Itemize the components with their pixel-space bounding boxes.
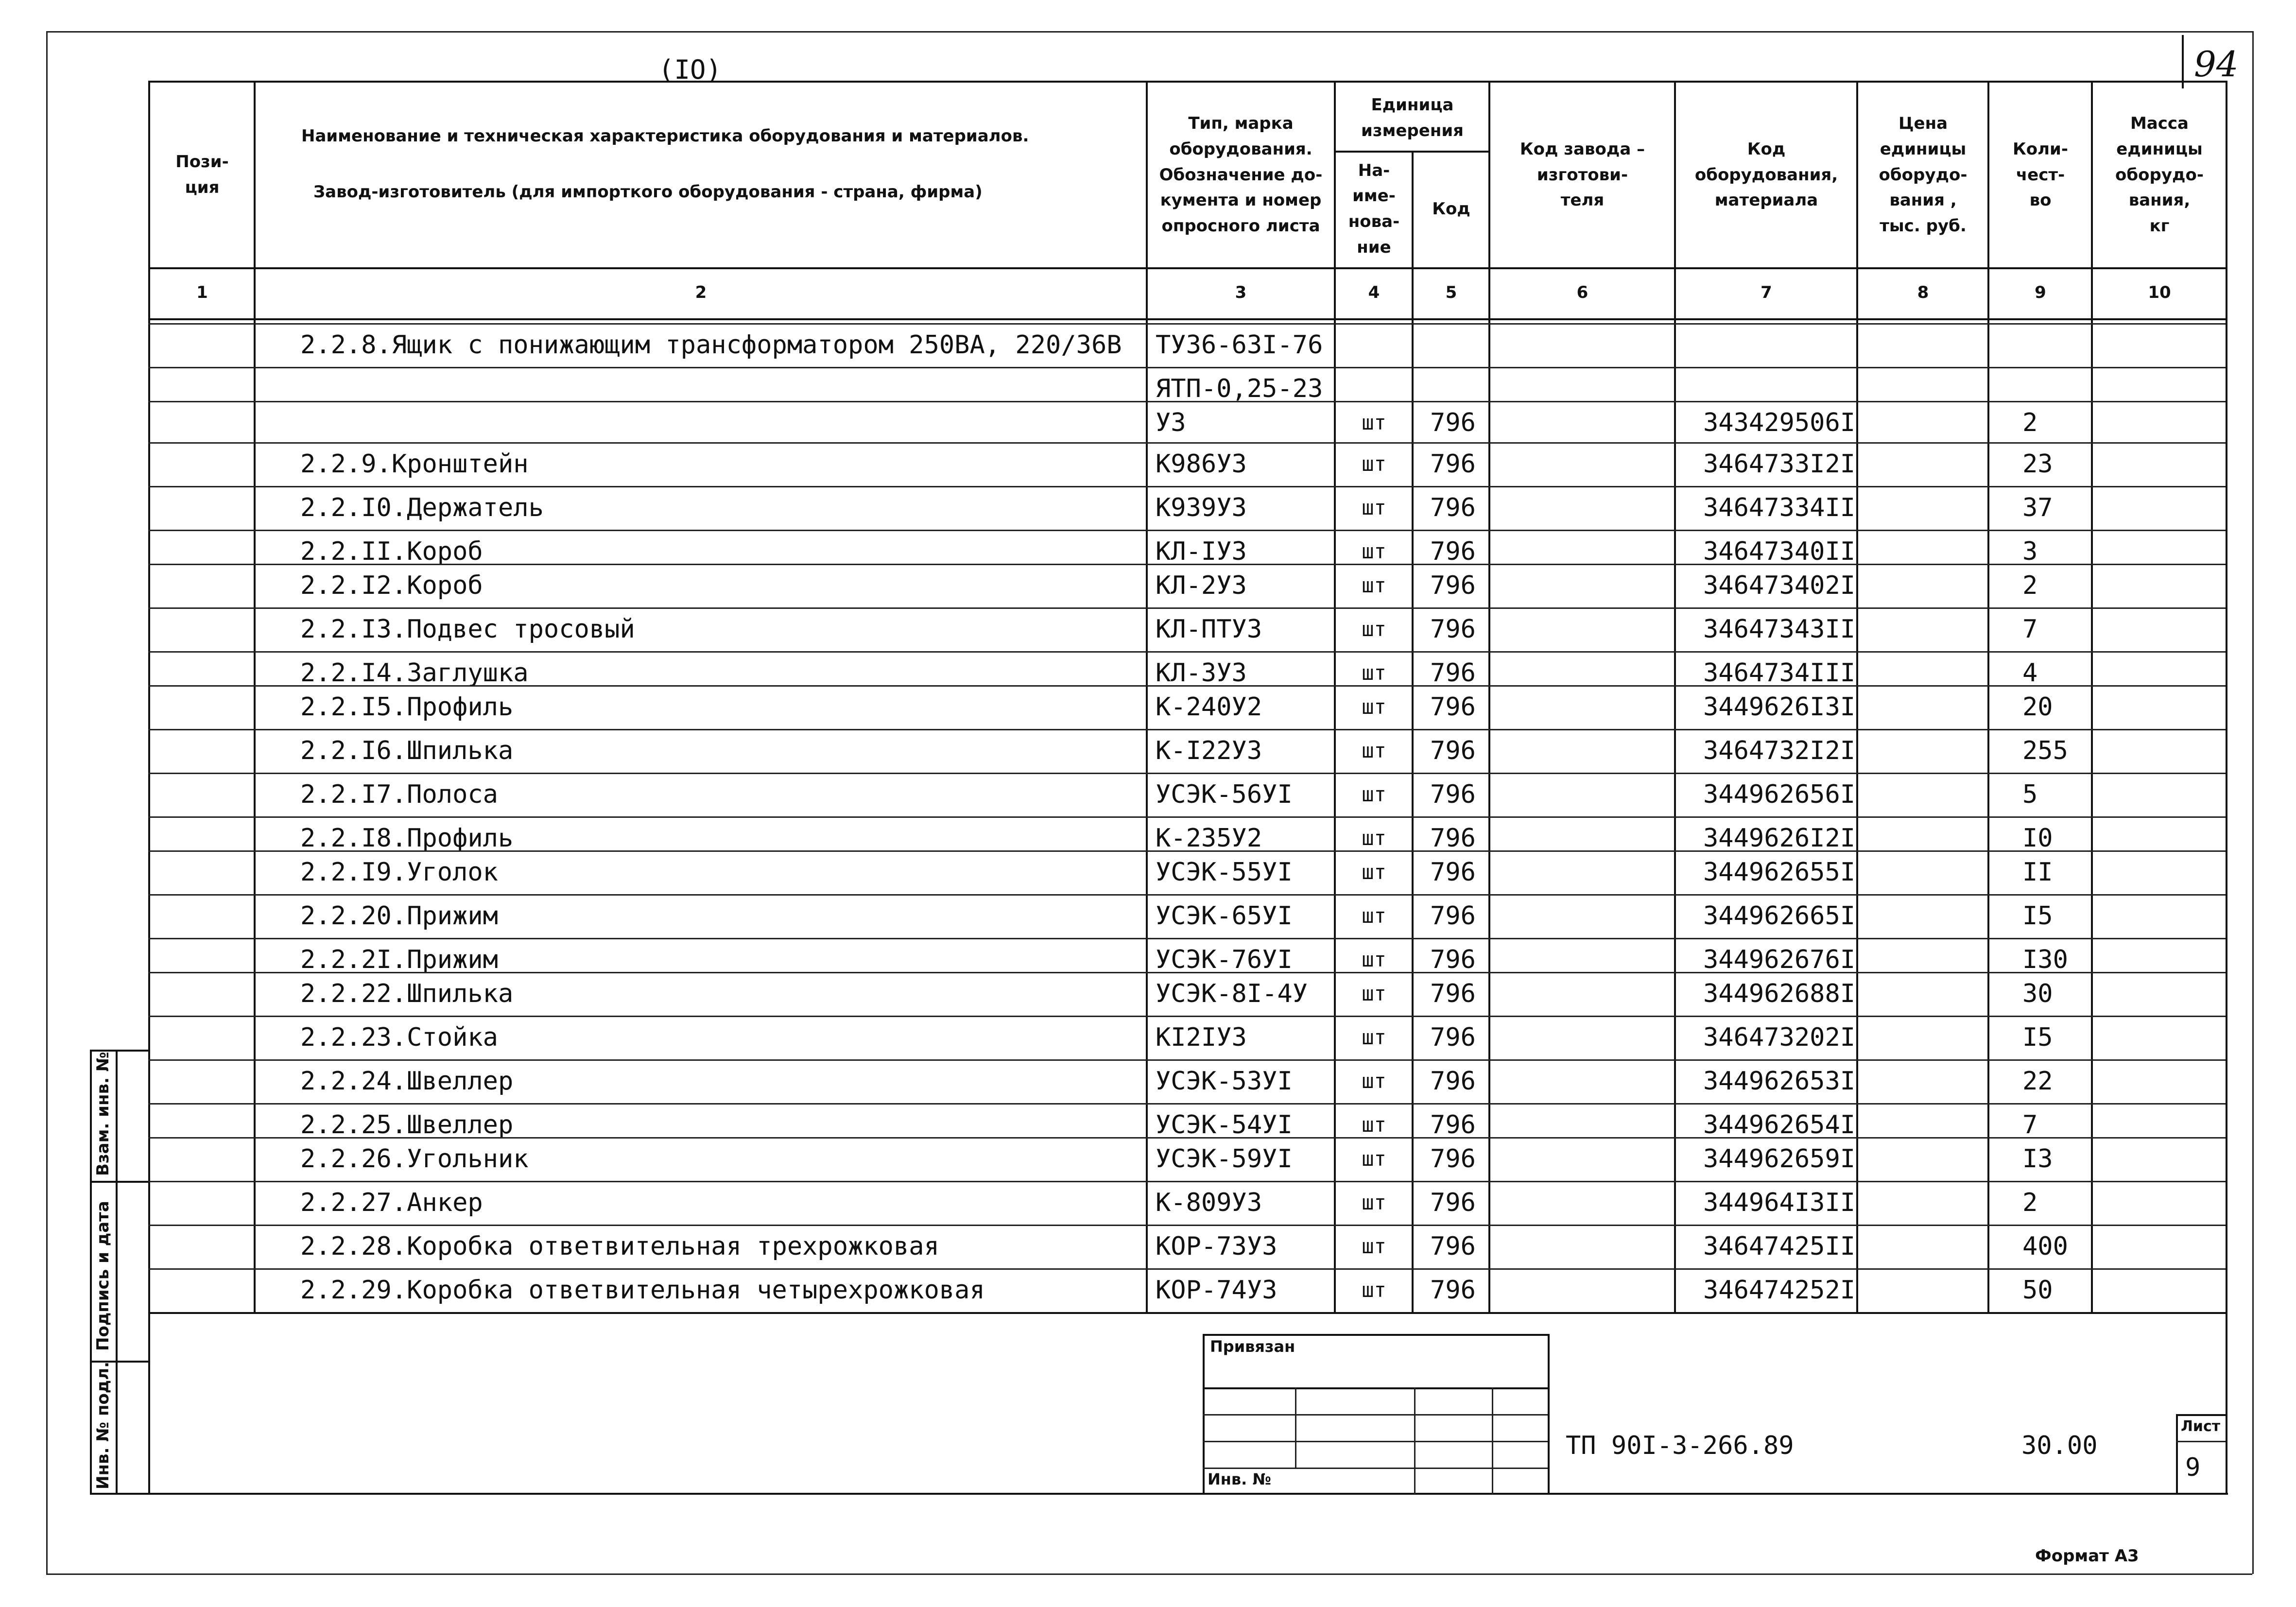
row-type: КЛ-3У3 xyxy=(1156,658,1247,688)
row-equipment-code: 346473202I xyxy=(1703,1023,1856,1052)
row-quantity: 7 xyxy=(2022,615,2038,644)
row-unit: шт xyxy=(1362,948,1386,971)
row-equipment-code: 344962654I xyxy=(1703,1110,1856,1140)
header-unit-name: На- име- нова- ние xyxy=(1348,160,1400,257)
row-name: 2.2.29.Коробка ответвительная четырехрожковая xyxy=(300,1276,985,1305)
header-equipment-code: Код оборудования, материала xyxy=(1694,139,1838,210)
row-unit: шт xyxy=(1362,617,1386,641)
stamp-top xyxy=(1203,1334,1548,1336)
row-unit-code: 796 xyxy=(1430,780,1476,809)
row-unit-code: 796 xyxy=(1430,945,1476,974)
stamp-row-4 xyxy=(1203,1468,1548,1469)
row-separator xyxy=(148,486,2226,487)
row-name: 2.2.II.Короб xyxy=(300,537,483,566)
row-quantity: 30 xyxy=(2022,979,2053,1008)
row-separator xyxy=(148,442,2226,444)
row-unit xyxy=(1351,323,1397,367)
row-separator xyxy=(148,972,2226,973)
table-row xyxy=(0,1137,2296,1181)
table-row xyxy=(0,323,2296,367)
row-separator xyxy=(148,729,2226,730)
format-label: Формат А3 xyxy=(2035,1546,2139,1566)
row-type: К986У3 xyxy=(1156,449,1247,479)
row-quantity: I5 xyxy=(2022,1023,2053,1052)
row-name: 2.2.I6.Шпилька xyxy=(300,736,514,765)
table-row xyxy=(0,1059,2296,1103)
row-separator xyxy=(148,1181,2226,1182)
table-row xyxy=(0,607,2296,651)
row-name: 2.2.I5.Профиль xyxy=(300,692,514,722)
row-unit: шт xyxy=(1362,782,1386,806)
table-row xyxy=(0,1225,2296,1268)
sheet-number-handwritten: 94 xyxy=(2194,44,2239,85)
row-equipment-code: 34647340II xyxy=(1703,537,1856,566)
column-number-2: 2 xyxy=(695,283,707,302)
column-number-3: 3 xyxy=(1235,283,1247,302)
row-separator xyxy=(148,564,2226,565)
row-equipment-code: 344962655I xyxy=(1703,858,1856,887)
row-unit: шт xyxy=(1362,1025,1386,1049)
table-row xyxy=(0,1268,2296,1312)
row-unit-code: 796 xyxy=(1430,858,1476,887)
row-equipment-code: 3464733I2I xyxy=(1703,449,1856,479)
row-name: 2.2.I8.Профиль xyxy=(300,824,514,853)
stamp-col-3 xyxy=(1492,1387,1493,1494)
row-quantity: 37 xyxy=(2022,493,2053,522)
row-name: 2.2.2I.Прижим xyxy=(300,945,498,974)
stamp-row-1 xyxy=(1203,1387,1548,1389)
row-type: УСЭК-53УI xyxy=(1156,1067,1293,1096)
row-separator xyxy=(148,1225,2226,1226)
header-quantity: Коли- чест- во xyxy=(2013,139,2068,210)
row-unit-code: 796 xyxy=(1430,901,1476,931)
row-quantity: 4 xyxy=(2022,658,2038,688)
row-type: УСЭК-65УI xyxy=(1156,901,1293,931)
row-unit: шт xyxy=(1362,1191,1386,1214)
row-equipment-code: 3464734III xyxy=(1703,658,1856,688)
margin-divider-1 xyxy=(90,1181,148,1183)
sheet-box-left xyxy=(2176,1414,2178,1494)
row-separator xyxy=(148,773,2226,774)
row-unit-code: 796 xyxy=(1430,824,1476,853)
row-name: 2.2.25.Швеллер xyxy=(300,1110,514,1140)
header-name-line2: Завод-изготовитель (для импорткого оборудования - страна, фирма) xyxy=(313,182,983,202)
row-name: 2.2.23.Стойка xyxy=(300,1023,498,1052)
table-row xyxy=(0,564,2296,607)
row-unit: шт xyxy=(1362,695,1386,719)
row-quantity: I5 xyxy=(2022,901,2053,931)
row-equipment-code: 344962676I xyxy=(1703,945,1856,974)
row-separator xyxy=(148,685,2226,687)
row-separator xyxy=(148,850,2226,852)
row-quantity: I30 xyxy=(2022,945,2068,974)
row-equipment-code: 344964I3II xyxy=(1703,1188,1856,1217)
row-equipment-code: 346474252I xyxy=(1703,1276,1856,1305)
row-type: К-809У3 xyxy=(1156,1188,1262,1217)
row-unit: шт xyxy=(1362,496,1386,519)
table-row xyxy=(0,442,2296,486)
row-quantity: 50 xyxy=(2022,1276,2053,1305)
row-equipment-code: 34647343II xyxy=(1703,615,1856,644)
header-mass: Масса единицы оборудо- вания, кг xyxy=(2115,114,2204,236)
row-equipment-code: 3449626I2I xyxy=(1703,824,1856,853)
column-number-8: 8 xyxy=(1917,283,1929,302)
row-quantity: 2 xyxy=(2022,408,2038,437)
row-unit: шт xyxy=(1362,904,1386,928)
row-separator xyxy=(148,938,2226,939)
margin-label-inv-podl: Инв. № подл. xyxy=(93,1361,113,1489)
row-unit: шт xyxy=(1362,860,1386,884)
row-unit-code: 796 xyxy=(1430,1276,1476,1305)
row-unit: шт xyxy=(1362,661,1386,685)
row-unit: шт xyxy=(1362,1234,1386,1258)
row-equipment-code: 344962688I xyxy=(1703,979,1856,1008)
header-unit-code: Код xyxy=(1432,199,1470,219)
row-separator xyxy=(148,1016,2226,1017)
row-separator xyxy=(148,1059,2226,1061)
row-unit-code: 796 xyxy=(1430,615,1476,644)
row-separator xyxy=(148,1268,2226,1270)
row-name: 2.2.I0.Держатель xyxy=(300,493,544,522)
row-separator xyxy=(148,530,2226,531)
section-code: 30.00 xyxy=(2021,1431,2098,1460)
row-unit: шт xyxy=(1362,573,1386,597)
row-name: 2.2.I4.Заглушка xyxy=(300,658,529,688)
row-type: К-I22У3 xyxy=(1156,736,1262,765)
row-unit-code: 796 xyxy=(1430,1067,1476,1096)
row-quantity: 255 xyxy=(2022,736,2068,765)
header-position: Пози- ция xyxy=(175,152,229,197)
column-number-9: 9 xyxy=(2035,283,2046,302)
row-quantity: I3 xyxy=(2022,1144,2053,1174)
row-type: КI2IУ3 xyxy=(1156,1023,1247,1052)
row-quantity: II xyxy=(2022,858,2053,887)
stamp-row-2 xyxy=(1203,1414,1548,1416)
row-type: У3 xyxy=(1156,408,1186,437)
row-unit: шт xyxy=(1362,539,1386,563)
table-row xyxy=(0,729,2296,773)
row-quantity: 2 xyxy=(2022,571,2038,600)
row-unit-code: 796 xyxy=(1430,736,1476,765)
table-row xyxy=(0,850,2296,894)
row-type: К939У3 xyxy=(1156,493,1247,522)
row-unit-code: 796 xyxy=(1430,1188,1476,1217)
stamp-col-1 xyxy=(1295,1387,1296,1468)
row-unit: шт xyxy=(1362,452,1386,476)
row-separator xyxy=(148,894,2226,896)
row-separator xyxy=(148,323,2226,325)
row-unit-code: 796 xyxy=(1430,537,1476,566)
table-row xyxy=(0,1016,2296,1059)
row-name: 2.2.8.Ящик с понижающим трансформатором 250ВА, 220/36В xyxy=(300,330,1122,360)
stamp-row-3 xyxy=(1203,1441,1548,1442)
row-type: УСЭК-76УI xyxy=(1156,945,1293,974)
sheet-label: Лист xyxy=(2181,1418,2221,1435)
document-code: ТП 90I-3-266.89 xyxy=(1566,1431,1794,1460)
header-price: Цена единицы оборудо- вания , тыс. руб. xyxy=(1879,114,1968,236)
table-row xyxy=(0,972,2296,1016)
row-unit: шт xyxy=(1362,739,1386,762)
row-equipment-code: 3449626I3I xyxy=(1703,692,1856,722)
page-code: (IO) xyxy=(658,54,722,85)
table-row xyxy=(0,401,2296,445)
row-type: К-240У2 xyxy=(1156,692,1262,722)
row-separator xyxy=(148,816,2226,818)
row-unit: шт xyxy=(1362,826,1386,850)
row-unit: шт xyxy=(1362,1069,1386,1093)
row-unit: шт xyxy=(1362,1147,1386,1171)
row-unit-code: 796 xyxy=(1430,692,1476,722)
row-unit: шт xyxy=(1362,1113,1386,1137)
row-equipment-code: 344962653I xyxy=(1703,1067,1856,1096)
column-number-10: 10 xyxy=(2148,283,2171,302)
column-number-7: 7 xyxy=(1761,283,1772,302)
row-unit-code: 796 xyxy=(1430,449,1476,479)
table-row xyxy=(0,486,2296,530)
row-separator xyxy=(148,1103,2226,1105)
table-row xyxy=(0,894,2296,938)
table-row xyxy=(0,773,2296,816)
row-equipment-code: 346473402I xyxy=(1703,571,1856,600)
row-type: ЯТП-0,25-23 xyxy=(1156,374,1323,403)
row-unit-code xyxy=(1419,323,1487,367)
row-type: К-235У2 xyxy=(1156,824,1262,853)
row-name: 2.2.I7.Полоса xyxy=(300,780,498,809)
sheet-box-divider xyxy=(2176,1441,2226,1442)
row-unit-code: 796 xyxy=(1430,979,1476,1008)
stamp-right xyxy=(1548,1334,1550,1494)
row-unit-code: 796 xyxy=(1430,493,1476,522)
row-name: 2.2.20.Прижим xyxy=(300,901,498,931)
column-number-4: 4 xyxy=(1368,283,1380,302)
row-type: ТУ36-63I-76 xyxy=(1156,330,1323,360)
row-equipment-code: 343429506I xyxy=(1703,408,1856,437)
row-name: 2.2.I2.Короб xyxy=(300,571,483,600)
row-quantity: 22 xyxy=(2022,1067,2053,1096)
row-name: 2.2.27.Анкер xyxy=(300,1188,483,1217)
table-row xyxy=(0,1181,2296,1225)
row-unit: шт xyxy=(1362,982,1386,1005)
row-unit-code: 796 xyxy=(1430,1023,1476,1052)
row-name: 2.2.28.Коробка ответвительная трехрожковая xyxy=(300,1232,939,1261)
stamp-privyazan-label: Привязан xyxy=(1210,1337,1295,1356)
row-type: КОР-73У3 xyxy=(1156,1232,1277,1261)
row-type: УСЭК-8I-4У xyxy=(1156,979,1308,1008)
column-number-1: 1 xyxy=(196,283,208,302)
row-type: КЛ-IУ3 xyxy=(1156,537,1247,566)
row-unit-code: 796 xyxy=(1430,1144,1476,1174)
row-unit-code: 796 xyxy=(1430,658,1476,688)
table-row xyxy=(0,685,2296,729)
header-type: Тип, марка оборудования. Обозначение до- кумента и номер опросного листа xyxy=(1159,114,1323,236)
margin-label-vzam-inv: Взам. инв. № xyxy=(93,1052,113,1176)
header-factory-code: Код завода – изготови- теля xyxy=(1519,139,1645,210)
margin-left-border xyxy=(90,1050,92,1494)
column-number-6: 6 xyxy=(1576,283,1588,302)
row-type: КЛ-ПТУ3 xyxy=(1156,615,1262,644)
row-separator xyxy=(148,367,2226,368)
sheet-value: 9 xyxy=(2185,1453,2201,1482)
row-unit-code: 796 xyxy=(1430,1232,1476,1261)
stamp-inv-no-label: Инв. № xyxy=(1208,1470,1271,1488)
margin-inner-border xyxy=(116,1050,118,1494)
row-unit-code: 796 xyxy=(1430,408,1476,437)
row-quantity: 5 xyxy=(2022,780,2038,809)
row-quantity: I0 xyxy=(2022,824,2053,853)
row-equipment-code: 3464732I2I xyxy=(1703,736,1856,765)
row-quantity: 7 xyxy=(2022,1110,2038,1140)
row-unit-code: 796 xyxy=(1430,1110,1476,1140)
row-type: КОР-74У3 xyxy=(1156,1276,1277,1305)
header-name-line1: Наименование и техническая характеристика оборудования и материалов. xyxy=(301,126,1029,146)
row-equipment-code: 34647425II xyxy=(1703,1232,1856,1261)
row-type: УСЭК-56УI xyxy=(1156,780,1293,809)
header-unit-group: Единица измерения xyxy=(1361,95,1464,140)
sheet-box-top xyxy=(2176,1414,2226,1416)
row-type: УСЭК-59УI xyxy=(1156,1144,1293,1174)
row-unit: шт xyxy=(1362,411,1386,434)
row-equipment-code: 344962665I xyxy=(1703,901,1856,931)
row-name: 2.2.I9.Уголок xyxy=(300,858,498,887)
row-type: КЛ-2У3 xyxy=(1156,571,1247,600)
row-quantity: 400 xyxy=(2022,1232,2068,1261)
row-equipment-code: 344962656I xyxy=(1703,780,1856,809)
row-separator xyxy=(148,651,2226,653)
row-separator xyxy=(148,1137,2226,1139)
row-quantity: 20 xyxy=(2022,692,2053,722)
row-unit-code: 796 xyxy=(1430,571,1476,600)
stamp-col-2 xyxy=(1414,1387,1416,1494)
row-unit: шт xyxy=(1362,1278,1386,1302)
row-type: УСЭК-55УI xyxy=(1156,858,1293,887)
margin-label-podpis-data: Подпись и дата xyxy=(93,1201,113,1351)
column-number-5: 5 xyxy=(1445,283,1457,302)
row-separator xyxy=(148,607,2226,609)
row-name: 2.2.24.Швеллер xyxy=(300,1067,514,1096)
row-name: 2.2.26.Угольник xyxy=(300,1144,529,1174)
row-separator xyxy=(148,401,2226,402)
row-type: УСЭК-54УI xyxy=(1156,1110,1293,1140)
row-name: 2.2.22.Шпилька xyxy=(300,979,514,1008)
row-name: 2.2.9.Кронштейн xyxy=(300,449,529,479)
row-quantity: 23 xyxy=(2022,449,2053,479)
row-equipment-code: 34647334II xyxy=(1703,493,1856,522)
row-equipment-code: 344962659I xyxy=(1703,1144,1856,1174)
row-quantity: 3 xyxy=(2022,537,2038,566)
row-quantity: 2 xyxy=(2022,1188,2038,1217)
row-name: 2.2.I3.Подвес тросовый xyxy=(300,615,635,644)
